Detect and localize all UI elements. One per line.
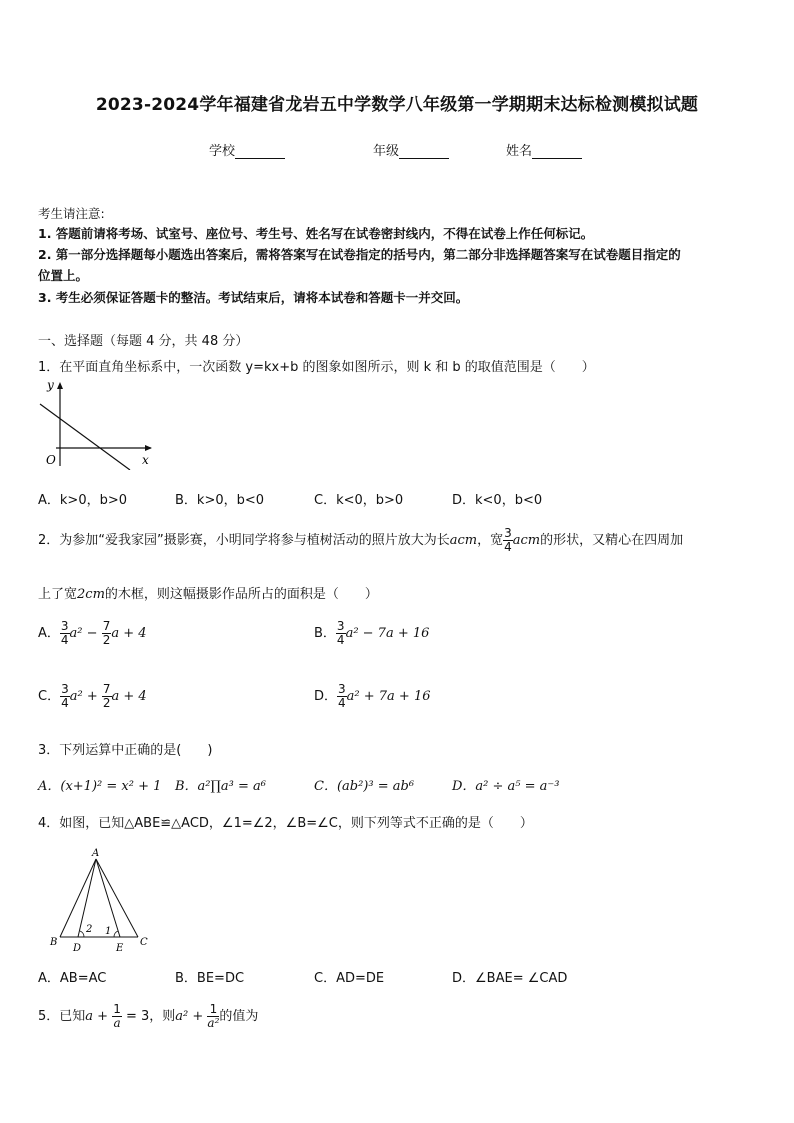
origin-label: O	[46, 453, 56, 467]
q3-option-b[interactable]: B．a²∏a³ = a⁶	[175, 779, 266, 794]
y-axis-label: y	[47, 378, 54, 392]
q4-triangle-figure	[44, 845, 154, 955]
angle-2-label: 2	[86, 924, 93, 935]
x-arrow-icon	[145, 445, 152, 451]
q5-stem: 5．已知a + $\frac{1}{a}$ = 3，则a² + $\frac{1}{\text{a²}}$ 的值为	[38, 1002, 259, 1030]
q1-option-d[interactable]: D．k<0，b<0	[452, 493, 543, 508]
point-d-label: D	[73, 943, 82, 954]
q2-width: acm	[512, 533, 541, 548]
q1-stem: 1．在平面直角坐标系中，一次函数 y=kx+b 的图象如图所示，则 k 和 b 的取值范围是（ ）	[38, 360, 595, 375]
q2-length: acm	[449, 533, 478, 548]
q3-option-d[interactable]: D．a² ÷ a⁵ = a⁻³	[452, 779, 560, 794]
q4-option-b[interactable]: B．BE=DC	[175, 971, 245, 986]
q3-option-a[interactable]: A．(x+1)² = x² + 1	[38, 779, 162, 794]
q4-option-c[interactable]: C．AD=DE	[314, 971, 385, 986]
q2-option-a[interactable]: A． $\frac{3}{4}$ a² − $\frac{7}{2}$ a + 4	[38, 619, 147, 647]
q2-option-c[interactable]: C． $\frac{3}{4}$ a² + $\frac{7}{2}$ a + 4	[38, 682, 147, 710]
school-label: 学校	[209, 144, 236, 159]
name-label: 姓名	[506, 144, 533, 159]
point-e-label: E	[116, 943, 124, 954]
q3-stem: 3．下列运算中正确的是( )	[38, 743, 213, 758]
q2-stem-line2: 上了宽2cm的木框，则这幅摄影作品所占的面积是（ ）	[38, 587, 378, 602]
notice-item-2: 2. 第一部分选择题每小题选出答案后，需将答案写在试卷指定的括号内，第二部分非选择题答案写在试卷题目指定的	[38, 247, 681, 262]
name-blank[interactable]	[532, 145, 582, 159]
q2-option-b[interactable]: B． $\frac{3}{4}$ a² − 7a + 16	[314, 619, 430, 647]
notice-item-1: 1. 答题前请将考场、试室号、座位号、考生号、姓名写在试卷密封线内，不得在试卷上作任何标记。	[38, 226, 594, 241]
q2-stem-c: 的形状，又精心在四周加	[540, 533, 684, 548]
q2-option-d[interactable]: D． $\frac{3}{4}$ a² + 7a + 16	[314, 682, 431, 710]
q1-option-c[interactable]: C．k<0，b>0	[314, 493, 404, 508]
q2-stem-a: 2．为参加“爱我家园”摄影赛，小明同学将参与植树活动的照片放大为长	[38, 533, 450, 548]
q3-option-c[interactable]: C．(ab²)³ = ab⁶	[314, 779, 415, 794]
grade-field[interactable]	[373, 140, 449, 159]
angle-1-arc	[114, 931, 118, 937]
q1-graph	[36, 376, 160, 470]
q4-option-a[interactable]: A．AB=AC	[38, 971, 107, 986]
exam-title: 2023-2024学年福建省龙岩五中学数学八年级第一学期期末达标检测模拟试题	[95, 95, 699, 115]
q2-stem	[38, 527, 683, 554]
notice-item-2-cont: 位置上。	[38, 268, 89, 283]
x-axis-label: x	[142, 453, 149, 467]
notice-item-3: 3. 考生必须保证答题卡的整洁。考试结束后，请将本试卷和答题卡一并交回。	[38, 290, 469, 305]
angle-2-arc	[80, 931, 84, 937]
notice-heading: 考生请注意:	[38, 206, 105, 221]
side-ac	[96, 859, 138, 937]
name-field[interactable]	[506, 140, 582, 159]
school-blank[interactable]	[235, 145, 285, 159]
q2-stem-b: ，宽	[477, 533, 504, 548]
q5-ask-fraction: $\frac{1}{\text{a²}}$	[207, 1002, 220, 1030]
vertex-c-label: C	[140, 937, 148, 948]
q2-frame: 2cm	[77, 587, 105, 602]
vertex-b-label: B	[50, 937, 58, 948]
q2-fraction: $\frac{3}{4}$	[504, 526, 512, 554]
vertex-a-label: A	[92, 848, 100, 859]
q4-stem: 4．如图，已知△ABE≌△ACD，∠1=∠2，∠B=∠C，则下列等式不正确的是（ ）	[38, 816, 533, 831]
q5-condition-fraction: $\frac{1}{a}$	[113, 1002, 121, 1030]
q4-option-d[interactable]: D．∠BAE= ∠CAD	[452, 971, 568, 986]
school-field[interactable]	[209, 140, 285, 159]
q1-option-a[interactable]: A．k>0，b>0	[38, 493, 128, 508]
grade-blank[interactable]	[399, 145, 449, 159]
section-heading: 一、选择题（每题 4 分，共 48 分）	[38, 334, 249, 349]
q1-option-b[interactable]: B．k>0，b<0	[175, 493, 265, 508]
grade-label: 年级	[373, 144, 400, 159]
y-arrow-icon	[57, 382, 63, 389]
angle-1-label: 1	[105, 926, 112, 937]
